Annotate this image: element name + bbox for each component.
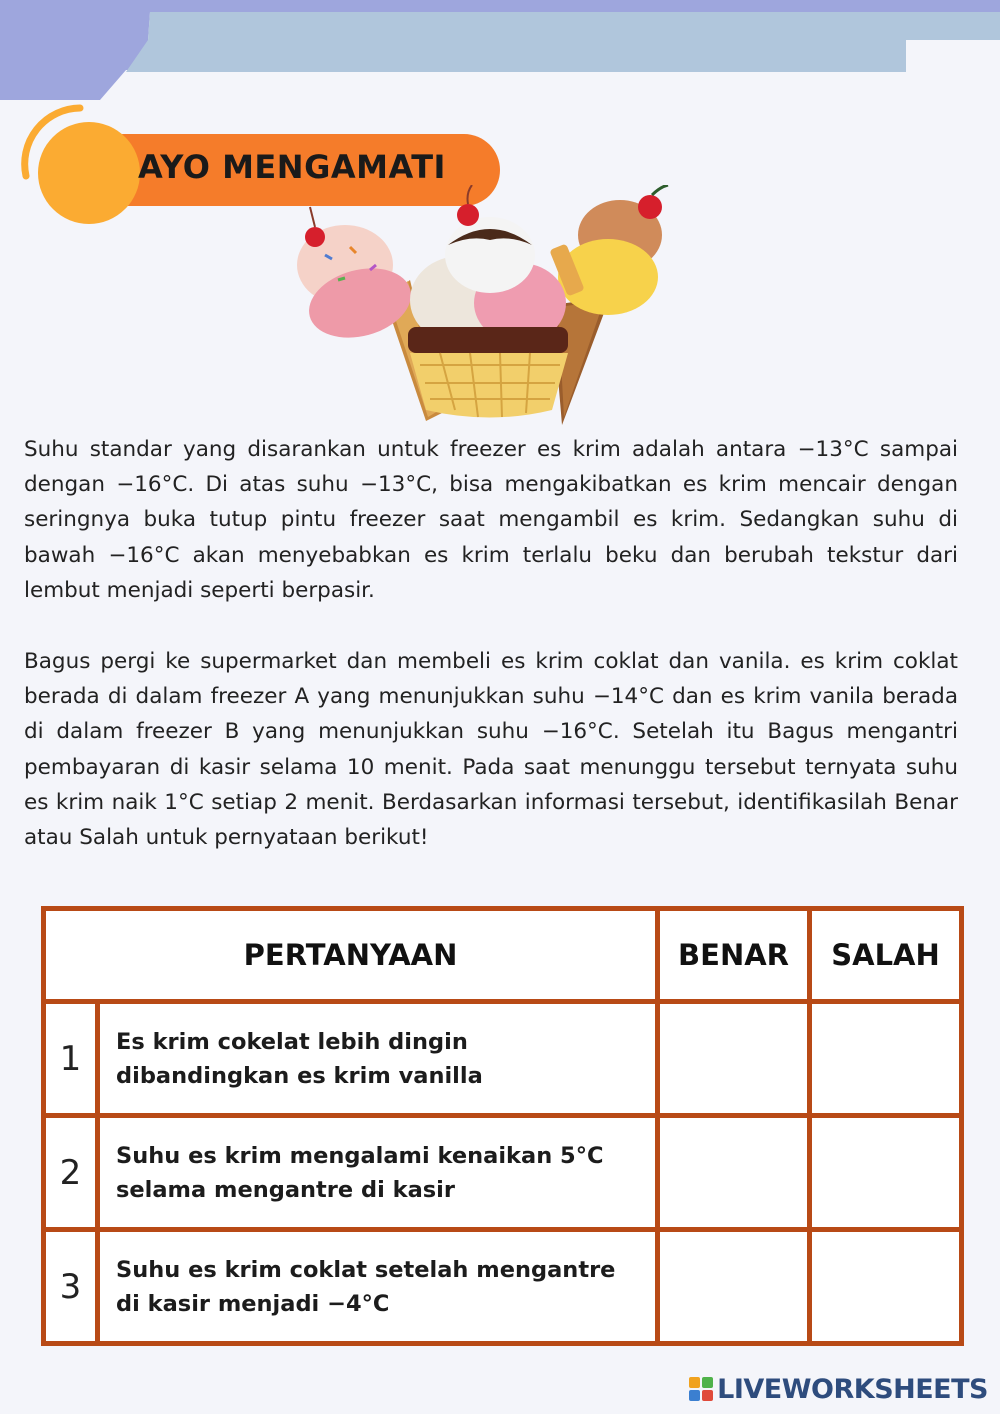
- intro-paragraph-2: Bagus pergi ke supermarket dan membeli es krim coklat dan vanila. es krim coklat berada di dalam freezer A yang menunjukkan suhu −14°C dan es krim vanila berada di dalam freezer B yang menunjukkan suhu −16°C. Setelah itu Bagus mengantri pembayaran di kasir selama 10 menit. Pada saat menunggu tersebut ternyata suhu es krim naik 1°C setiap 2 menit. Berdasarkan informasi tersebut, identifikasilah Benar atau Salah untuk pernyataan berikut!: [24, 649, 958, 851]
- row-number: 3: [44, 1230, 98, 1344]
- question-text: Suhu es krim mengalami kenaikan 5°C selama mengantre di kasir: [98, 1116, 658, 1230]
- table-row: [44, 1230, 962, 1344]
- liveworksheets-logo-icon: [689, 1377, 713, 1401]
- brand-name: LIVEWORKSHEETS: [717, 1373, 988, 1405]
- row-number: 2: [44, 1116, 98, 1230]
- title-circle: [38, 122, 140, 224]
- question-table: [41, 906, 964, 1346]
- question-text: Suhu es krim coklat setelah mengantre di kasir menjadi −4°C: [98, 1230, 658, 1344]
- answer-false-3[interactable]: [810, 1230, 962, 1344]
- page-title: AYO MENGAMATI: [138, 148, 446, 186]
- header-false: SALAH: [810, 909, 962, 1002]
- ice-cream-illustration: [290, 185, 680, 440]
- answer-false-1[interactable]: [810, 1002, 962, 1116]
- liveworksheets-brand: [689, 1372, 988, 1406]
- answer-false-2[interactable]: [810, 1116, 962, 1230]
- answer-true-1[interactable]: [658, 1002, 810, 1116]
- table-header-row: [44, 909, 962, 1002]
- question-text: Es krim cokelat lebih dingin dibandingkan es krim vanilla: [98, 1002, 658, 1116]
- sundae-bowl-icon: [408, 185, 568, 418]
- answer-true-3[interactable]: [658, 1230, 810, 1344]
- table-row: [44, 1116, 962, 1230]
- header-true: BENAR: [658, 909, 810, 1002]
- header-decoration: [0, 0, 1000, 110]
- header-question: PERTANYAAN: [44, 909, 658, 1002]
- answer-true-2[interactable]: [658, 1116, 810, 1230]
- intro-paragraph-1: Suhu standar yang disarankan untuk freezer es krim adalah antara −13°C sampai dengan −16°C. Di atas suhu −13°C, bisa mengakibatkan es krim mencair dengan seringnya buka tutup pintu freezer saat mengambil es krim. Sedangkan suhu di bawah −16°C akan menyebabkan es krim terlalu beku dan berubah tekstur dari lembut menjadi seperti berpasir.: [24, 437, 958, 603]
- table-row: [44, 1002, 962, 1116]
- right-cone-icon: [549, 185, 668, 425]
- row-number: 1: [44, 1002, 98, 1116]
